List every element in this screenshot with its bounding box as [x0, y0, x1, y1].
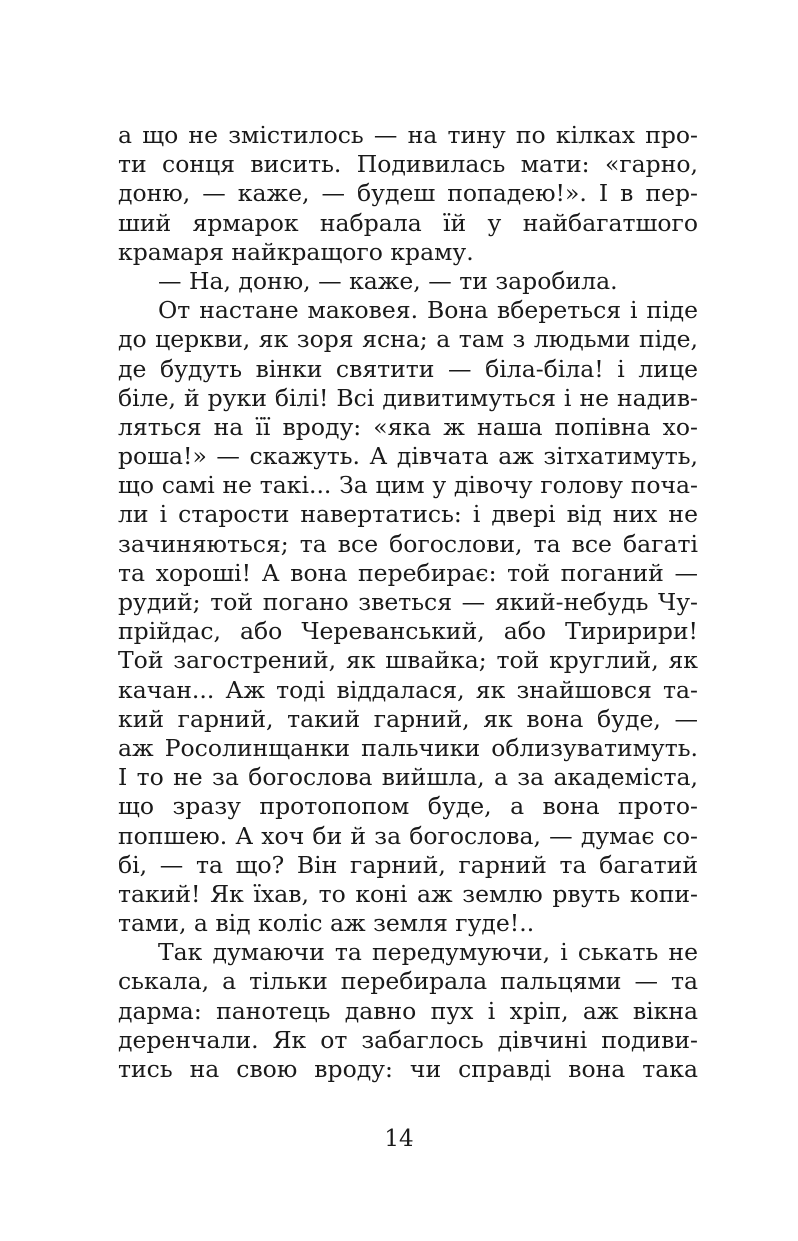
paragraph	[118, 267, 698, 296]
text-line: такий! Як їхав, то коні аж землю рвуть копи-	[118, 879, 698, 908]
text-line: крамаря найкращого краму.	[118, 237, 474, 266]
text-line: ськала, а тільки перебирала пальцями — та	[118, 967, 698, 996]
text-line: рудий; той погано зветься — який-небудь Чу-	[118, 588, 698, 616]
text-line: зачиняються; та все богослови, та все багаті	[118, 529, 698, 558]
text-line: доню, — каже, — будеш попадею!». І в пер-	[118, 179, 698, 208]
text-line: ли і старости навертатись: і двері від них не	[118, 500, 698, 529]
text-line: де будуть вінки святити — біла-біла! і лице	[118, 354, 698, 383]
page-number: 14	[384, 1126, 414, 1152]
text-line: а що не змістилось — на тину по кілках про-	[118, 121, 698, 149]
body-text	[118, 121, 698, 1084]
text-line: тись на свою вроду: чи справді вона така	[118, 1055, 698, 1083]
text-line: та хороші! А вона перебирає: той поганий —	[118, 558, 698, 587]
text-line: аж Росолинщанки пальчики облизуватимуть.	[118, 733, 698, 762]
text-line: що зразу протопопом буде, а вона прото-	[118, 792, 698, 821]
text-line: ти сонця висить. Подивилась мати: «гарно,	[118, 150, 698, 179]
text-line: От настане маковея. Вона вбереться і піде	[158, 296, 698, 325]
text-line: І то не за богослова вийшла, а за академіста,	[118, 763, 698, 792]
text-line: роша!» — скажуть. А дівчата аж зітхатимуть,	[118, 442, 698, 471]
text-line: качан... Аж тоді віддалася, як знайшовся та-	[118, 675, 698, 704]
text-line: ляться на її вроду: «яка ж наша попівна хо-	[118, 412, 698, 441]
paragraph	[118, 938, 698, 1084]
text-line: кий гарний, такий гарний, як вона буде, —	[118, 704, 698, 733]
text-line: що самі не такі... За цим у дівочу голову поча-	[118, 471, 698, 500]
text-line: бі, — та що? Він гарний, гарний та багатий	[118, 850, 698, 879]
text-line: до церкви, як зоря ясна; а там з людьми піде,	[118, 325, 698, 354]
text-line: Той загострений, як швайка; той круглий, як	[118, 646, 698, 675]
text-line: попшею. А хоч би й за богослова, — думає со-	[118, 821, 698, 850]
text-line: деренчали. Як от забаглось дівчині подиви-	[118, 1025, 698, 1054]
text-line: тами, а від коліс аж земля гуде!..	[118, 909, 535, 938]
text-line: Так думаючи та передумуючи, і ськать не	[158, 938, 698, 967]
text-line: — На, доню, — каже, — ти заробила.	[158, 266, 618, 295]
text-line: біле, й руки білі! Всі дивитимуться і не надив-	[118, 383, 698, 412]
paragraph	[118, 296, 698, 938]
paragraph	[118, 121, 698, 267]
text-line: дарма: панотець давно пух і хріп, аж вікна	[118, 996, 698, 1025]
text-line: ший ярмарок набрала їй у найбагатшого	[118, 208, 698, 237]
text-line: прійдас, або Череванський, або Тиририри!	[118, 617, 698, 646]
